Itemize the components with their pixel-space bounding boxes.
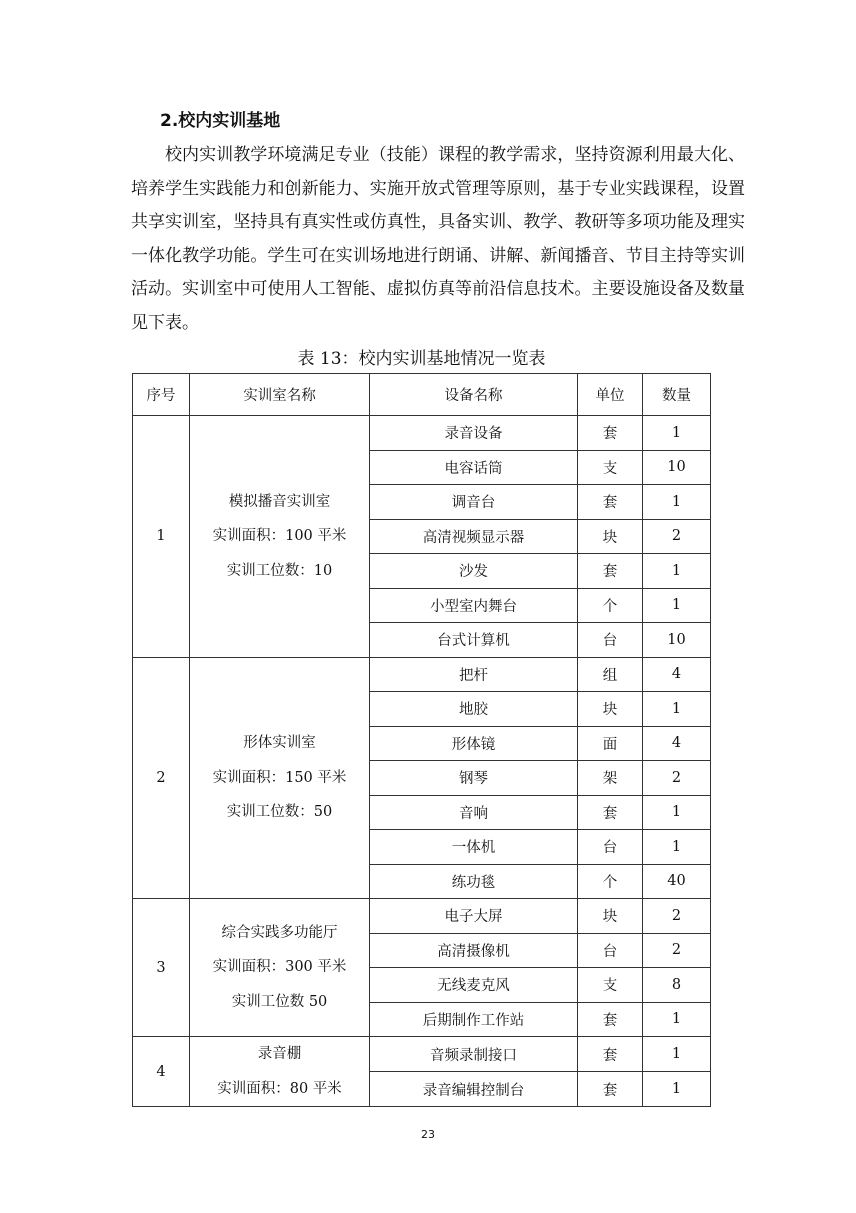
table-header-row [133,374,711,416]
table-row [133,899,711,934]
equipment-name: 地胶 [370,692,578,727]
row-number: 4 [133,1037,190,1107]
room-detail: 实训工位数 50 [231,993,328,1010]
equipment-quantity: 1 [643,588,711,623]
page-number: 23 [421,1128,435,1141]
table-body [133,416,711,1107]
equipment-name: 高清视频显示器 [370,519,578,554]
room-cell [190,416,370,658]
section-heading: 2.校内实训基地 [160,111,281,131]
table-row [133,416,711,451]
room-name: 模拟播音实训室 [228,493,331,510]
room-cell [190,899,370,1037]
room-name: 录音棚 [257,1046,302,1062]
equipment-name: 把杆 [370,657,578,692]
equipment-unit: 台 [578,933,643,968]
equipment-quantity: 40 [643,864,711,899]
room-detail: 实训面积：100 平米 [212,528,347,544]
equipment-quantity: 2 [643,519,711,554]
room-detail: 实训面积：80 平米 [217,1080,342,1097]
equipment-unit: 个 [578,864,643,899]
header-quantity: 数量 [643,374,711,416]
equipment-quantity: 1 [643,485,711,520]
equipment-name: 钢琴 [370,761,578,796]
room-name: 形体实训室 [243,735,316,751]
room-detail: 实训面积：150 平米 [212,769,347,786]
equipment-unit: 套 [578,1037,643,1072]
equipment-unit: 支 [578,450,643,485]
room-cell [190,1037,370,1107]
room-detail: 实训面积：300 平米 [212,959,347,976]
equipment-name: 音响 [370,795,578,830]
equipment-quantity: 10 [643,450,711,485]
equipment-unit: 块 [578,692,643,727]
equipment-name: 电子大屏 [370,899,578,934]
equipment-unit: 组 [578,657,643,692]
equipment-unit: 台 [578,623,643,658]
header-equipment: 设备名称 [370,374,578,416]
equipment-quantity: 1 [643,416,711,451]
equipment-unit: 块 [578,519,643,554]
equipment-unit: 套 [578,416,643,451]
equipment-unit: 块 [578,899,643,934]
equipment-unit: 个 [578,588,643,623]
equipment-name: 调音台 [370,485,578,520]
facilities-table [132,373,711,1107]
equipment-name: 台式计算机 [370,623,578,658]
equipment-name: 无线麦克风 [370,968,578,1003]
equipment-unit: 面 [578,726,643,761]
equipment-quantity: 1 [643,554,711,589]
equipment-quantity: 1 [643,1002,711,1037]
equipment-quantity: 2 [643,761,711,796]
equipment-name: 练功毯 [370,864,578,899]
equipment-quantity: 1 [643,1037,711,1072]
equipment-unit: 套 [578,485,643,520]
equipment-unit: 套 [578,1002,643,1037]
equipment-unit: 架 [578,761,643,796]
equipment-quantity: 8 [643,968,711,1003]
equipment-unit: 套 [578,554,643,589]
equipment-name: 高清摄像机 [370,933,578,968]
equipment-unit: 套 [578,795,643,830]
equipment-quantity: 1 [643,795,711,830]
equipment-name: 一体机 [370,830,578,865]
room-cell [190,657,370,899]
header-unit: 单位 [578,374,643,416]
room-name: 综合实践多功能厅 [221,924,338,941]
equipment-quantity: 10 [643,623,711,658]
equipment-name: 后期制作工作站 [370,1002,578,1037]
equipment-name: 电容话筒 [370,450,578,485]
equipment-quantity: 1 [643,1072,711,1107]
equipment-quantity: 4 [643,657,711,692]
equipment-name: 音频录制接口 [370,1037,578,1072]
equipment-unit: 套 [578,1072,643,1107]
equipment-name: 录音设备 [370,416,578,451]
equipment-name: 录音编辑控制台 [370,1072,578,1107]
equipment-name: 形体镜 [370,726,578,761]
body-paragraph: 校内实训教学环境满足专业（技能）课程的教学需求，坚持资源利用最大化、培养学生实践能力和创新能力、实施开放式管理等原则，基于专业实践课程，设置共享实训室，坚持具有真实性或仿真性，具备实训、教学、教研等多项功能及理实一体化教学功能。学生可在实训场地进行朗诵、讲解、新闻播音、节目主持等实训活动。实训室中可使用人工智能、虚拟仿真等前沿信息技术。主要设施设备及数量见下表。 [131,145,745,333]
row-number: 1 [133,416,190,658]
table-caption: 表 13：校内实训基地情况一览表 [297,349,546,369]
equipment-quantity: 2 [643,899,711,934]
equipment-quantity: 1 [643,692,711,727]
equipment-name: 沙发 [370,554,578,589]
equipment-quantity: 1 [643,830,711,865]
room-detail: 实训工位数：50 [226,804,333,820]
header-no: 序号 [133,374,190,416]
room-detail: 实训工位数：10 [226,562,333,579]
header-room: 实训室名称 [190,374,370,416]
table-row [133,657,711,692]
equipment-quantity: 4 [643,726,711,761]
table-row [133,1037,711,1072]
row-number: 2 [133,657,190,899]
equipment-name: 小型室内舞台 [370,588,578,623]
row-number: 3 [133,899,190,1037]
equipment-unit: 台 [578,830,643,865]
equipment-quantity: 2 [643,933,711,968]
equipment-unit: 支 [578,968,643,1003]
